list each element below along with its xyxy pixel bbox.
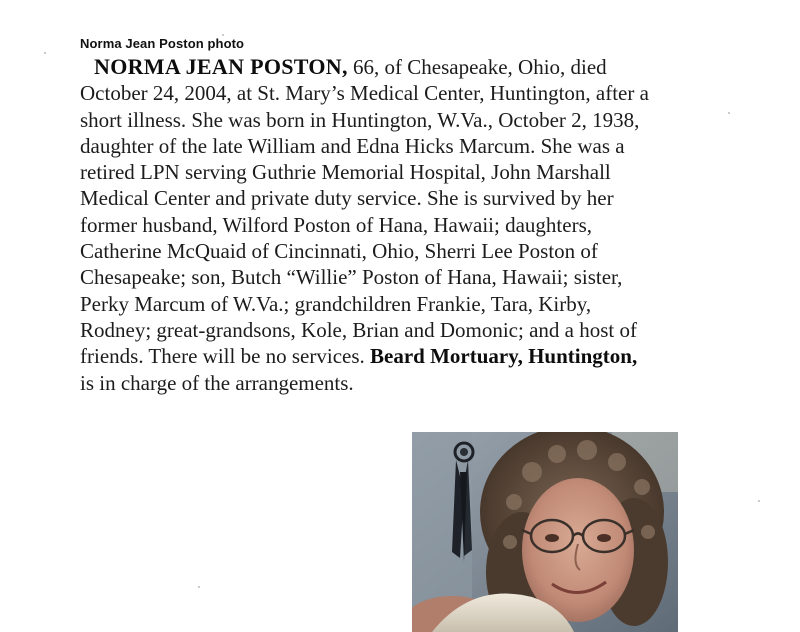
obituary-line: October 24, 2004, at St. Mary’s Medical Center, Huntington, after a	[80, 81, 649, 106]
right-eye	[597, 534, 611, 542]
mortuary-name: Beard Mortuary, Huntington,	[370, 344, 638, 369]
obituary-line: Perky Marcum of W.Va.; grandchildren Frankie, Tara, Kirby,	[80, 291, 592, 316]
obituary-line: Chesapeake; son, Butch “Willie” Poston of Hana, Hawaii; sister,	[80, 265, 623, 290]
obituary-line: daughter of the late William and Edna Hicks Marcum. She was a	[80, 133, 625, 158]
obituary-text	[80, 54, 770, 396]
left-eye	[545, 534, 559, 542]
obituary-line: friends. There will be no services. Beard Mortuary, Huntington,	[80, 344, 638, 369]
obituary-line: Medical Center and private duty service. She is survived by her	[80, 186, 614, 211]
scan-speck	[758, 500, 760, 502]
obituary-line: former husband, Wilford Poston of Hana, Hawaii; daughters,	[80, 212, 592, 237]
obituary-line: retired LPN serving Guthrie Memorial Hospital, John Marshall	[80, 160, 611, 185]
scan-speck	[728, 112, 730, 114]
deceased-name: NORMA JEAN POSTON,	[94, 54, 348, 79]
photo-credit-caption: Norma Jean Poston photo	[80, 36, 245, 51]
scan-speck	[198, 586, 200, 588]
scan-speck	[44, 52, 46, 54]
obituary-line: Catherine McQuaid of Cincinnati, Ohio, Sherri Lee Poston of	[80, 239, 598, 264]
portrait-photo	[412, 432, 678, 632]
obituary-line: Rodney; great-grandsons, Kole, Brian and Domonic; and a host of	[80, 317, 637, 342]
obituary-line: NORMA JEAN POSTON, 66, of Chesapeake, Ohio, died	[94, 54, 607, 79]
scan-speck	[222, 34, 224, 36]
portrait-illustration	[412, 432, 678, 632]
obituary-line: is in charge of the arrangements.	[80, 370, 354, 395]
obituary-line: short illness. She was born in Huntington, W.Va., October 2, 1938,	[80, 107, 640, 132]
